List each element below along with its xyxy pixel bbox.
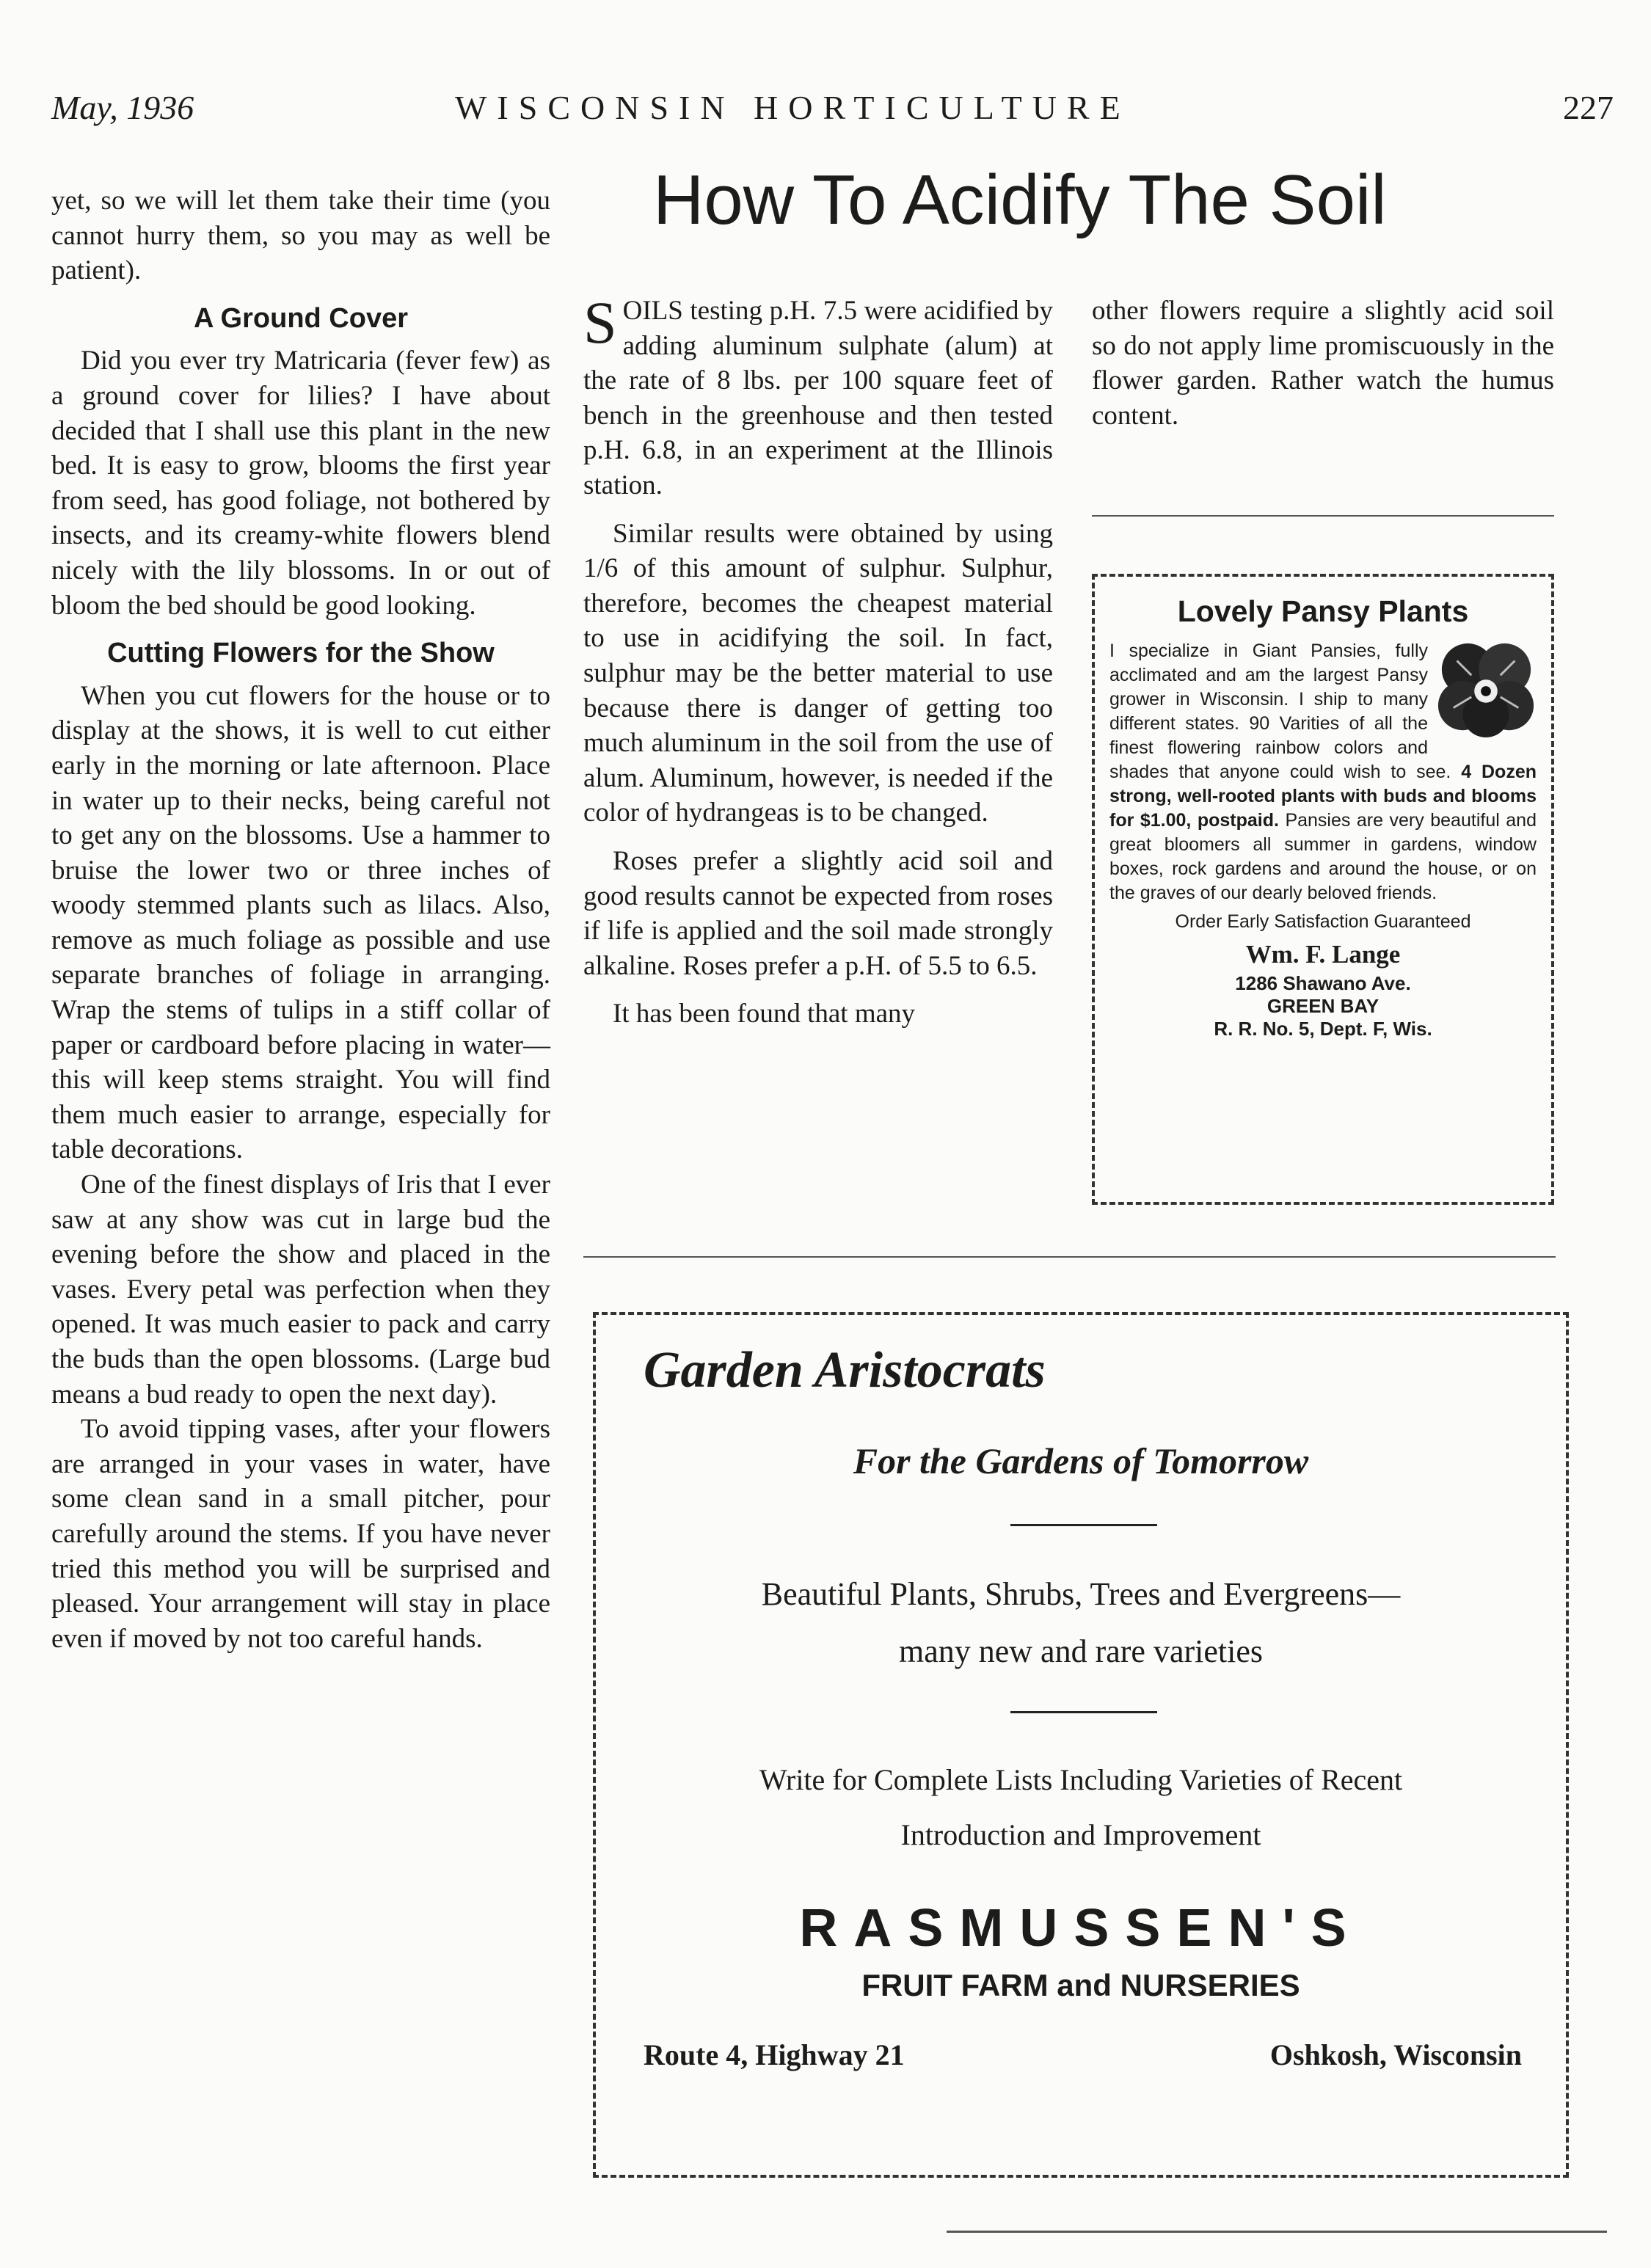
- intro-paragraph: yet, so we will let them take their time (you cannot hurry them, so you may as well be patient).: [51, 186, 550, 286]
- pansy-ad-name: Wm. F. Lange: [1245, 940, 1401, 969]
- divider: [947, 2231, 1607, 2233]
- nursery-ad-line3: Write for Complete Lists Including Varieties of Recent: [759, 1763, 1403, 1796]
- first-paragraph-text: OILS testing p.H. 7.5 were acidified by adding aluminum sulphate (alum) at the rate of 8 lbs. per 100 square feet of bench in the greenhouse and then tested p.H. 6.8, in an experiment at the Illinois station.: [583, 296, 1053, 500]
- nursery-ad-line4: Introduction and Improvement: [900, 1818, 1261, 1851]
- nursery-ad-company: RASMUSSEN'S: [799, 1899, 1363, 1958]
- nursery-ad-line2: many new and rare varieties: [899, 1633, 1263, 1669]
- paragraph: It has been found that many: [613, 999, 916, 1029]
- paragraph: To avoid tipping vases, after your flowers are arranged in your vases in water, have some clean sand in a small pitcher, pour carefully around the stems. If you have never tried this method you will be surprised and pleased. Your arrangement will stay in place even if moved by not too careful hands.: [51, 1414, 550, 1654]
- paragraph: Similar results were obtained by using 1/6 of this amount of sulphur. Sulphur, therefore, becomes the cheapest material to use in acidifying the soil. In fact, sulphur may be the better material to use because there is danger of getting too much aluminum in the soil from the use of alum. Aluminum, however, is needed if the color of hydrangeas is to be changed.: [583, 518, 1053, 828]
- issue-date: May, 1936: [51, 89, 194, 126]
- nursery-ad-title: Garden Aristocrats: [644, 1342, 1046, 1399]
- continuation-paragraph: other flowers require a slightly acid soil so do not apply lime promiscuously in the flower garden. Rather watch the humus content.: [1092, 296, 1554, 431]
- nursery-ad-route: Route 4, Highway 21: [644, 2038, 905, 2071]
- pansy-ad-address: 1286 Shawano Ave.: [1235, 972, 1411, 994]
- right-column: [1092, 293, 1554, 433]
- divider: [1010, 1524, 1157, 1526]
- left-column: [51, 183, 550, 1656]
- drop-cap: S: [583, 289, 617, 356]
- nursery-ad-city: Oshkosh, Wisconsin: [1269, 2038, 1522, 2071]
- first-paragraph: [583, 289, 1053, 503]
- middle-column: [583, 289, 1053, 1032]
- journal-title: WISCONSIN HORTICULTURE: [455, 89, 1131, 126]
- divider: [1092, 515, 1554, 517]
- article-title: How To Acidify The Soil: [653, 161, 1387, 239]
- pansy-flower-icon: [1435, 639, 1537, 740]
- paragraph: Roses prefer a slightly acid soil and good results cannot be expected from roses if life is applied and the soil made strongly alkaline. Roses prefer a p.H. of 5.5 to 6.5.: [583, 845, 1053, 981]
- divider: [1010, 1711, 1157, 1713]
- pansy-ad-text: I specialize in Giant Pansies, fully acclimated and am the largest Pansy grower in Wisconsin. I ship to many different states. 90 Varities of all the finest flowering rainbow colors and shades that anyone could wish to see.: [1109, 641, 1451, 782]
- page-number: 227: [1563, 89, 1614, 126]
- divider: [583, 1256, 1556, 1258]
- heading-cutting-flowers: Cutting Flowers for the Show: [107, 638, 495, 669]
- nursery-ad-company-sub: FRUIT FARM and NURSERIES: [861, 1968, 1300, 2002]
- pansy-ad-route: R. R. No. 5, Dept. F, Wis.: [1214, 1018, 1432, 1040]
- paragraph: Did you ever try Matricaria (fever few) as a ground cover for lilies? I have about decided that I shall use this plant in the new bed. It is easy to grow, blooms the first year from seed, has good foliage, not bothered by insects, and its creamy-white flowers blend nicely with the lily blossoms. In or out of bloom the bed should be good looking.: [51, 346, 550, 621]
- pansy-ad-body: [1109, 639, 1537, 905]
- pansy-ad-text-tail: Pansies are very beautiful and great bloomers all summer in gardens, window boxes, rock gardens and around the house, or on the graves of our dearly beloved friends.: [1109, 810, 1537, 903]
- nursery-ad-line1: Beautiful Plants, Shrubs, Trees and Evergreens—: [761, 1576, 1401, 1612]
- pansy-ad-city: GREEN BAY: [1267, 995, 1380, 1017]
- pansy-ad-title: Lovely Pansy Plants: [1177, 594, 1469, 628]
- paragraph: One of the finest displays of Iris that I ever saw at any show was cut in large bud the evening before the show and placed in the vases. Every petal was perfection when they opened. It was much easier to pack and carry the buds than the open blossoms. (Large bud means a bud ready to open the next day).: [51, 1170, 550, 1410]
- pansy-ad: [1092, 574, 1554, 1205]
- pansy-ad-offer: 4 Dozen strong, well-rooted plants with buds and blooms for $1.00, postpaid.: [1109, 762, 1537, 831]
- pansy-ad-guarantee: Order Early Satisfaction Guaranteed: [1175, 911, 1471, 932]
- nursery-ad-subtitle: For the Gardens of Tomorrow: [853, 1440, 1309, 1481]
- paragraph: When you cut flowers for the house or to display at the shows, it is well to cut either early in the morning or late afternoon. Place in water up to their necks, being careful not to get any on the blossoms. Use a hammer to bruise the lower two or three inches of woody stemmed plants such as lilacs. Also, remove as much foliage as possible and use separate branches of foliage in arranging. Wrap the stems of tulips in a stiff collar of paper or cardboard before placing in water—this will keep stems straight. You will find them much easier to arrange, especially for table decorations.: [51, 680, 550, 1165]
- heading-ground-cover: A Ground Cover: [193, 302, 409, 334]
- nursery-ad: [593, 1312, 1569, 2178]
